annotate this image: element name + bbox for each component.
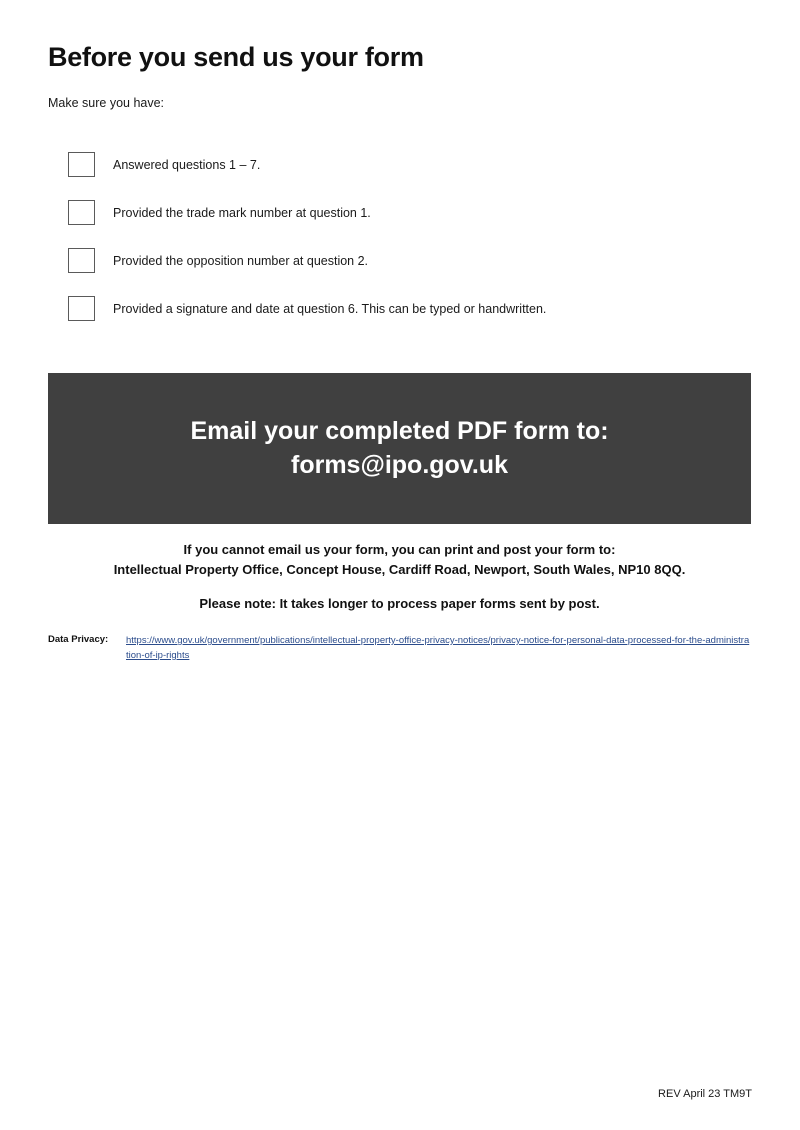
checklist-item-label: Provided the opposition number at question 2. — [113, 254, 369, 268]
email-banner-heading: Email your completed PDF form to: — [190, 416, 609, 445]
checklist-item-label: Answered questions 1 – 7. — [113, 158, 261, 172]
page-title: Before you send us your form — [48, 42, 424, 72]
list-item — [68, 290, 768, 338]
email-banner — [48, 373, 751, 524]
checklist-item-label: Provided a signature and date at question 6. This can be typed or handwritten. — [113, 302, 547, 316]
checkbox-trade-mark-number[interactable] — [68, 200, 95, 225]
post-instructions — [48, 540, 751, 579]
post-instructions-line1: If you cannot email us your form, you can print and post your form to: — [183, 542, 616, 557]
checklist-item-label: Provided the trade mark number at question 1. — [113, 206, 371, 220]
footer-revision: REV April 23 TM9T — [658, 1088, 752, 1100]
checkbox-signature-and-date[interactable] — [68, 296, 95, 321]
intro-text: Make sure you have: — [48, 96, 165, 110]
checkbox-opposition-number[interactable] — [68, 248, 95, 273]
list-item — [68, 242, 768, 290]
checklist — [68, 146, 768, 338]
checkbox-answered-questions[interactable] — [68, 152, 95, 177]
processing-note: Please note: It takes longer to process paper forms sent by post. — [199, 596, 600, 611]
list-item — [68, 194, 768, 242]
data-privacy-label: Data Privacy: — [48, 634, 109, 645]
data-privacy-link[interactable]: https://www.gov.uk/government/publications/intellectual-property-office-privacy-notices/privacy-notice-for-personal-data-processed-for-the-administration-of-ip-rights — [126, 635, 750, 661]
list-item — [68, 146, 768, 194]
post-instructions-address: Intellectual Property Office, Concept House, Cardiff Road, Newport, South Wales, NP10 8QQ. — [113, 561, 686, 577]
email-banner-address: forms@ipo.gov.uk — [291, 450, 508, 479]
